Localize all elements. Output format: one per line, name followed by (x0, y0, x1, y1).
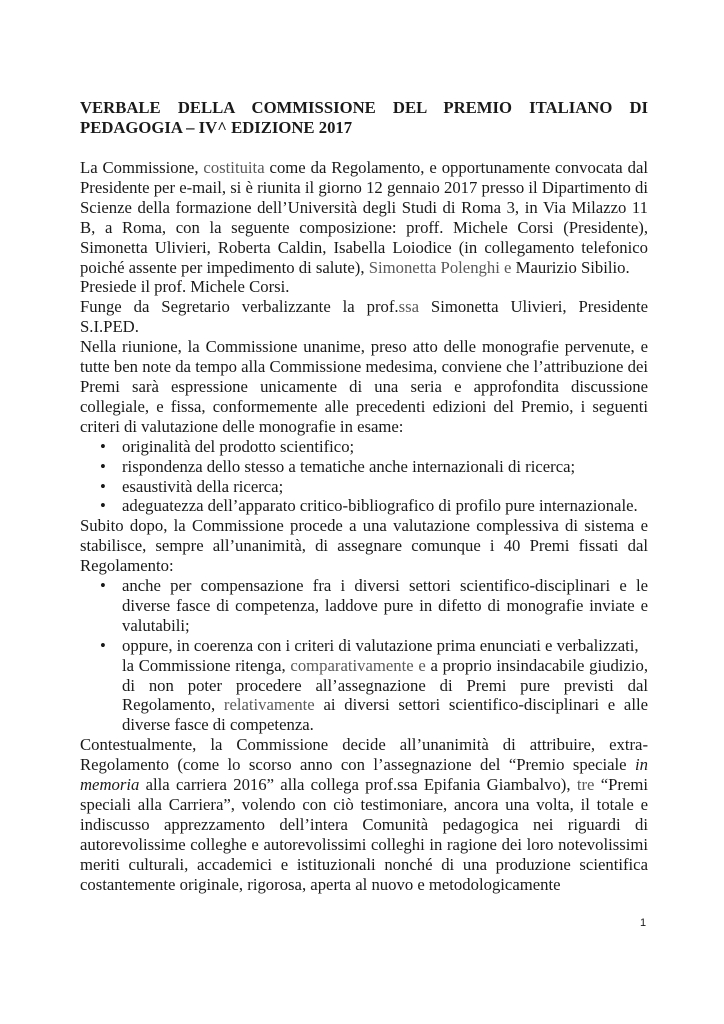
bullet-icon: • (100, 476, 106, 496)
highlighted-text-run: Simonetta Polenghi e (368, 257, 512, 277)
highlighted-text-run: e (413, 655, 426, 675)
list-item (80, 496, 648, 516)
highlighted-text-run: comparativamente (290, 655, 414, 675)
text-run: Simonetta Ulivieri, Presidente S.I.PED. (80, 297, 649, 337)
list-item (80, 477, 648, 497)
list-continuation (80, 656, 648, 736)
highlighted-text-run: relativamente (223, 695, 315, 715)
bullet-icon: • (100, 456, 106, 476)
text-run: a proprio insindacabile giudizio, di non poter procedere all’assegnazione di Premi pure previsti dal Regolamento, (122, 655, 648, 715)
paragraph-meeting: Nella riunione, la Commissione unanime, preso atto delle monografie pervenute, e tutte ben note da tempo alla Commissione medesima, conviene che l’attribuzione dei Premi sarà espressione unicamente di una seria e approfondita discussione collegiale, e fissa, conformemente alle precedenti edizioni del Premio, i seguenti criteri di valutazione delle monografie in esame: (80, 337, 648, 436)
paragraph-secretary (80, 297, 648, 337)
paragraph-convocation (80, 158, 648, 277)
document-title: VERBALE DELLA COMMISSIONE DEL PREMIO ITALIANO DI PEDAGOGIA – IV^ EDIZIONE 2017 (80, 98, 648, 137)
italic-text-run: in memoria (80, 755, 648, 795)
paragraph-president: Presiede il prof. Michele Corsi. (80, 277, 290, 297)
list-item (80, 437, 648, 457)
paragraph-evaluation: Subito dopo, la Commissione procede a una valutazione complessiva di sistema e stabilisce, sempre all’unanimità, di assegnare comunque i 40 Premi fissati dal Regolamento: (80, 516, 648, 576)
text-run: Contestualmente, la Commissione decide all’unanimità di attribuire, extra-Regolamento (come lo scorso anno con l’assegnazione del “Premio speciale (80, 735, 648, 775)
document-body (80, 98, 648, 895)
list-item-text: originalità del prodotto scientifico; (122, 436, 355, 456)
list-item (80, 457, 648, 477)
list-item-text: esaustività della ricerca; (122, 476, 284, 496)
highlighted-text-run: ssa (398, 297, 419, 317)
list-item-text: anche per compensazione fra i diversi settori scientifico-disciplinari e le diverse fasce di competenza, laddove pure in difetto di monografie inviate e valutabili; (122, 576, 648, 635)
highlighted-text-run: tre (576, 775, 595, 795)
text-run: Funge da Segretario verbalizzante la prof. (80, 297, 399, 317)
options-list (80, 576, 648, 656)
text-run: Maurizio Sibilio. (511, 257, 630, 277)
criteria-list (80, 437, 648, 517)
list-item-text: oppure, in coerenza con i criteri di valutazione prima enunciati e verbalizzati, (122, 635, 639, 655)
text-run: alla carriera 2016” alla collega prof.ssa Epifania Giambalvo), (139, 775, 577, 795)
bullet-icon: • (100, 496, 106, 516)
list-item-text: rispondenza dello stesso a tematiche anche internazionali di ricerca; (122, 456, 576, 476)
bullet-icon: • (100, 635, 106, 655)
list-item (80, 636, 648, 656)
text-run: la Commissione ritenga, (122, 655, 291, 675)
text-run: ai diversi settori scientifico-disciplinari e alle diverse fasce di competenza. (122, 695, 648, 735)
list-item-text: adeguatezza dell’apparato critico-bibliografico di profilo pure internazionale. (122, 496, 638, 516)
page-number: 1 (640, 917, 647, 929)
highlighted-text-run: costituita (203, 158, 265, 177)
bullet-icon: • (100, 436, 106, 456)
text-run: La Commissione, (80, 158, 204, 177)
paragraph-special-prizes (80, 735, 648, 894)
text-run: come da Regolamento, e opportunamente convocata dal Presidente per e-mail, si è riunita il giorno 12 gennaio 2017 presso il Dipartimento di Scienze della formazione dell’Università degli Studi di Roma 3, in Via Milazzo 11 B, a Roma, con la seguente composizione: proff. Michele Corsi (Presidente), Simonetta Ulivieri, Roberta Caldin, Isabella Loiodice (in collegamento telefonico poiché assente per impedimento di salute), (80, 158, 649, 277)
text-run: “Premi speciali alla Carriera”, volendo con ciò testimoniare, ancora una volta, il totale e indiscusso apprezzamento dell’intera Comunità pedagogica nei riguardi di autorevolissime colleghe e autorevolissimi colleghi in ragione dei loro notevolissimi meriti culturali, accademici e istituzionali nonché di una produzione scientifica costantemente originale, rigorosa, aperta al nuovo e metodologicamente (80, 775, 648, 894)
bullet-icon: • (100, 576, 106, 596)
list-item (80, 576, 648, 636)
